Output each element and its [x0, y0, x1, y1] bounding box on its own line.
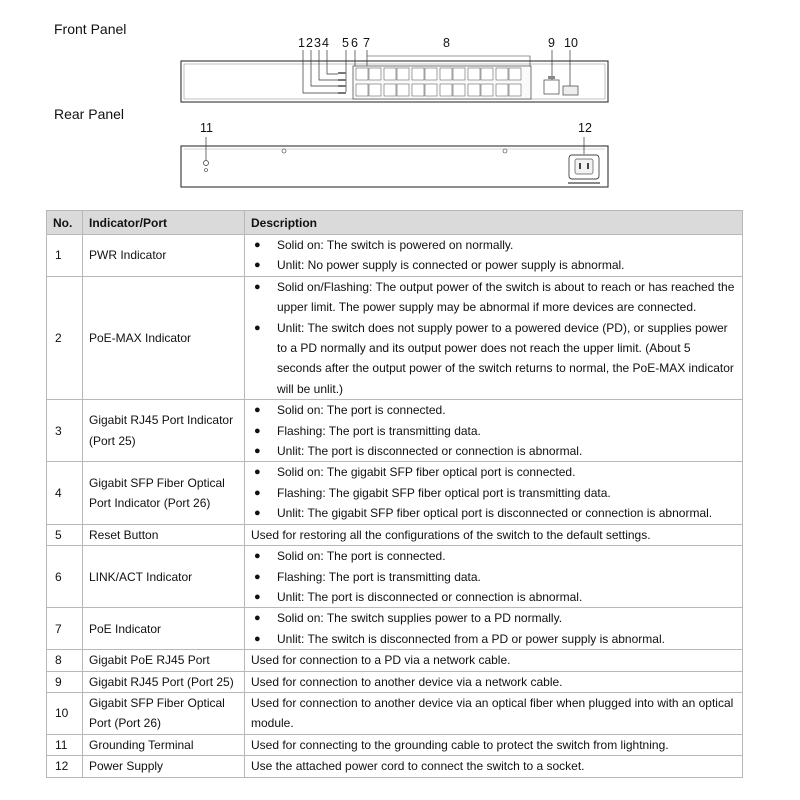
- table-row: [47, 671, 743, 692]
- callout-1: 1: [298, 36, 305, 50]
- table-row: [47, 756, 743, 777]
- front-panel-label: Front Panel: [54, 21, 127, 37]
- table-row: [47, 276, 743, 399]
- indicator-port-table: [46, 210, 743, 778]
- row-description: [245, 462, 743, 524]
- panel-diagrams: [0, 0, 800, 200]
- header-description: Description: [245, 211, 743, 235]
- callout-6: 6: [351, 36, 358, 50]
- front-panel-diagram: [181, 50, 608, 102]
- bullet-item: ● Unlit: The switch does not supply power to a powered device (PD), or supplies power to a PD normally and its output power does not reach the upper limit. (About 5 seconds after the output power of the switch returns to normal, the PoE-MAX indicator will be unlit.): [251, 318, 736, 400]
- row-number: 2: [47, 276, 83, 399]
- table-row: [47, 235, 743, 277]
- row-description: [245, 235, 743, 277]
- row-description: Used for connection to a PD via a network cable.: [245, 650, 743, 671]
- row-number: 7: [47, 608, 83, 650]
- row-name: Power Supply: [83, 756, 245, 777]
- row-name: Gigabit SFP Fiber Optical Port (Port 26): [83, 692, 245, 734]
- bullet-item: ● Solid on/Flashing: The output power of the switch is about to reach or has reached the upper limit. The power supply may be abnormal if more devices are connected.: [251, 277, 736, 318]
- row-number: 5: [47, 524, 83, 545]
- row-name: Grounding Terminal: [83, 734, 245, 755]
- row-description: Used for restoring all the configurations of the switch to the default settings.: [245, 524, 743, 545]
- row-number: 3: [47, 400, 83, 462]
- bullet-item: ● Solid on: The switch is powered on normally.: [251, 235, 736, 255]
- row-description: Used for connecting to the grounding cable to protect the switch from lightning.: [245, 734, 743, 755]
- bullet-item: ● Unlit: The port is disconnected or connection is abnormal.: [251, 587, 736, 607]
- bullet-item: ● Solid on: The switch supplies power to a PD normally.: [251, 608, 736, 628]
- bullet-item: ● Solid on: The port is connected.: [251, 400, 736, 420]
- bullet-item: ● Unlit: The gigabit SFP fiber optical port is disconnected or connection is abnormal.: [251, 503, 736, 523]
- row-description: Use the attached power cord to connect the switch to a socket.: [245, 756, 743, 777]
- callout-10: 10: [564, 36, 578, 50]
- callout-7: 7: [363, 36, 370, 50]
- callout-11: 11: [200, 121, 213, 135]
- table-row: [47, 650, 743, 671]
- bullet-item: ● Flashing: The port is transmitting data.: [251, 421, 736, 441]
- rear-panel-label: Rear Panel: [54, 106, 125, 122]
- table-row: [47, 734, 743, 755]
- table-row: [47, 692, 743, 734]
- table-row: [47, 608, 743, 650]
- bullet-item: ● Solid on: The port is connected.: [251, 546, 736, 566]
- row-name: LINK/ACT Indicator: [83, 546, 245, 608]
- bullet-item: ● Unlit: No power supply is connected or power supply is abnormal.: [251, 255, 736, 275]
- row-number: 1: [47, 235, 83, 277]
- row-number: 11: [47, 734, 83, 755]
- row-number: 12: [47, 756, 83, 777]
- row-name: Gigabit RJ45 Port (Port 25): [83, 671, 245, 692]
- row-name: PoE-MAX Indicator: [83, 276, 245, 399]
- table-row: [47, 546, 743, 608]
- row-description: [245, 400, 743, 462]
- table-row: [47, 400, 743, 462]
- bullet-item: ● Flashing: The port is transmitting data.: [251, 567, 736, 587]
- row-name: Gigabit RJ45 Port Indicator (Port 25): [83, 400, 245, 462]
- callout-5: 5: [342, 36, 349, 50]
- bullet-item: ● Flashing: The gigabit SFP fiber optical port is transmitting data.: [251, 483, 736, 503]
- callout-9: 9: [548, 36, 555, 50]
- header-indicator-port: Indicator/Port: [83, 211, 245, 235]
- table-header-row: [47, 211, 743, 235]
- table-row: [47, 524, 743, 545]
- row-name: Gigabit SFP Fiber Optical Port Indicator (Port 26): [83, 462, 245, 524]
- row-name: PWR Indicator: [83, 235, 245, 277]
- row-number: 9: [47, 671, 83, 692]
- callout-12: 12: [578, 121, 592, 135]
- row-name: PoE Indicator: [83, 608, 245, 650]
- bullet-item: ● Solid on: The gigabit SFP fiber optical port is connected.: [251, 462, 736, 482]
- callout-4: 4: [322, 36, 329, 50]
- callout-2: 2: [306, 36, 313, 50]
- row-description: [245, 608, 743, 650]
- row-description: Used for connection to another device via a network cable.: [245, 671, 743, 692]
- table-row: [47, 462, 743, 524]
- row-number: 4: [47, 462, 83, 524]
- rear-panel-diagram: [181, 137, 608, 187]
- header-no: No.: [47, 211, 83, 235]
- bullet-item: ● Unlit: The port is disconnected or connection is abnormal.: [251, 441, 736, 461]
- row-description: Used for connection to another device via an optical fiber when plugged into with an optical module.: [245, 692, 743, 734]
- row-name: Reset Button: [83, 524, 245, 545]
- callout-3: 3: [314, 36, 321, 50]
- row-name: Gigabit PoE RJ45 Port: [83, 650, 245, 671]
- row-number: 8: [47, 650, 83, 671]
- row-description: [245, 276, 743, 399]
- bullet-item: ● Unlit: The switch is disconnected from a PD or power supply is abnormal.: [251, 629, 736, 649]
- row-number: 6: [47, 546, 83, 608]
- row-number: 10: [47, 692, 83, 734]
- callout-8: 8: [443, 36, 450, 50]
- row-description: [245, 546, 743, 608]
